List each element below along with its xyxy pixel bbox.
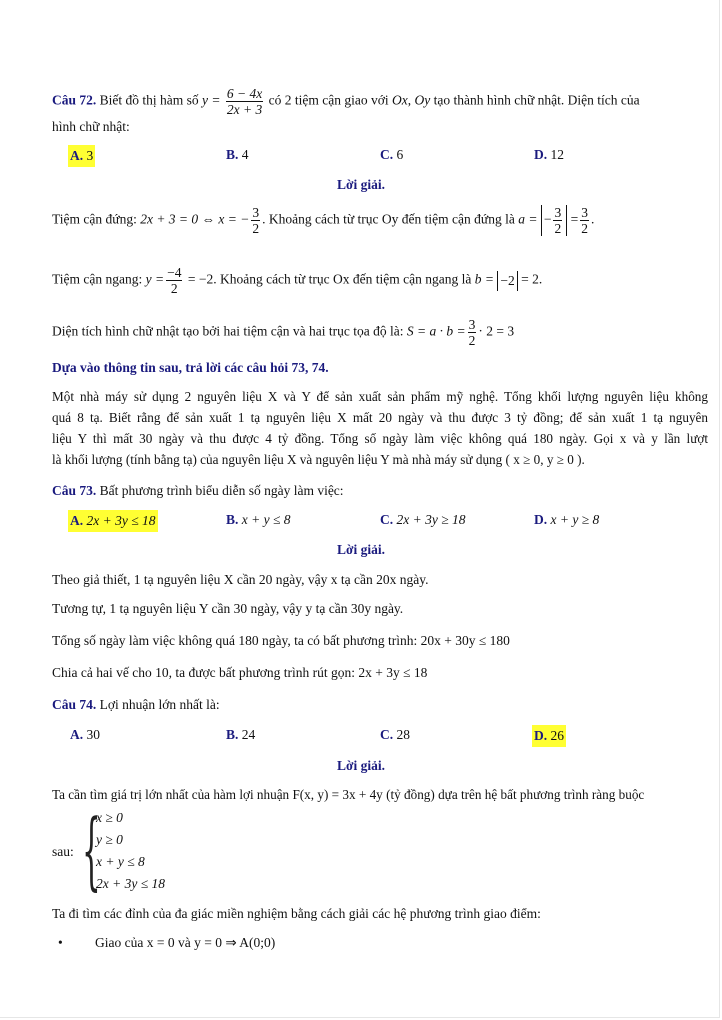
math: · 2 = 3 bbox=[478, 323, 515, 339]
system-row: 2x + 3y ≤ 18 bbox=[96, 876, 166, 891]
solution-line: Tổng số ngày làm việc không quá 180 ngày, ta có bất phương trình: 20x + 30y ≤ 180 bbox=[52, 633, 510, 648]
solution-line: Chia cả hai vế cho 10, ta được bất phương trình rút gọn: 2x + 3y ≤ 18 bbox=[52, 665, 428, 680]
math: b = bbox=[474, 271, 494, 287]
option-text: 24 bbox=[241, 727, 256, 742]
option-letter: B. bbox=[226, 147, 239, 162]
text: . bbox=[590, 211, 595, 227]
solution-line: Theo giả thiết, 1 tạ nguyên liệu X cần 20 ngày, vậy x tạ cần 20x ngày. bbox=[52, 572, 429, 587]
option-letter: A. bbox=[70, 148, 84, 163]
math: Oy bbox=[414, 92, 431, 108]
option-letter: D. bbox=[534, 147, 548, 162]
math: y = bbox=[145, 271, 165, 287]
option-d[interactable] bbox=[534, 145, 564, 165]
numerator: 3 bbox=[468, 317, 476, 332]
solution-line bbox=[52, 205, 708, 236]
info-line: là khối lượng (tính bằng tạ) của nguyên liệu X và nguyên liệu Y mà nhà máy sử dụng ( x ≥ 0, y ≥ 0 ). bbox=[52, 452, 585, 467]
option-text: 12 bbox=[550, 147, 564, 162]
fraction bbox=[468, 317, 477, 348]
option-text: 3 bbox=[86, 148, 94, 163]
page-edge bbox=[719, 0, 720, 1018]
option-letter: A. bbox=[70, 513, 84, 528]
option-letter: D. bbox=[534, 728, 548, 743]
stem-text: Lợi nhuận lớn nhất là: bbox=[99, 697, 220, 712]
system-row: y ≥ 0 bbox=[96, 832, 123, 847]
options-q72 bbox=[70, 145, 690, 165]
numerator: 3 bbox=[252, 205, 260, 220]
denominator: 2 bbox=[554, 221, 562, 236]
denominator: 2x + 3 bbox=[226, 102, 263, 117]
solution-title: Lời giải. bbox=[337, 542, 385, 557]
option-text: 2x + 3y ≤ 18 bbox=[86, 513, 156, 528]
option-letter: A. bbox=[70, 727, 84, 742]
question-label: Câu 74. bbox=[52, 697, 97, 712]
denominator: 2 bbox=[468, 333, 476, 348]
option-a[interactable] bbox=[68, 145, 95, 167]
math: Ox bbox=[391, 92, 408, 108]
stem-text: , bbox=[407, 92, 412, 108]
system-row: x ≥ 0 bbox=[96, 810, 123, 825]
absolute-value: −2 bbox=[497, 271, 517, 291]
option-text: 4 bbox=[241, 147, 249, 162]
stem-text: tạo thành hình chữ nhật. Diện tích của bbox=[433, 92, 640, 108]
question-72-stem bbox=[52, 86, 708, 117]
solution-line bbox=[52, 265, 708, 296]
option-text: 28 bbox=[396, 727, 410, 742]
math: = bbox=[570, 211, 579, 227]
math: y = bbox=[202, 92, 221, 108]
fraction bbox=[226, 86, 263, 117]
option-c[interactable] bbox=[380, 725, 410, 745]
fraction bbox=[553, 205, 562, 236]
denominator: 2 bbox=[581, 221, 588, 236]
bullet-icon: • bbox=[58, 935, 63, 950]
solution-line bbox=[52, 317, 708, 348]
option-letter: B. bbox=[226, 512, 239, 527]
options-q73 bbox=[70, 510, 690, 530]
question-label: Câu 72. bbox=[52, 92, 97, 108]
info-line: Một nhà máy sử dụng 2 nguyên liệu X và Y để sản xuất sản phẩm mỹ nghệ. Tổng khối lượng nguyên liệu không bbox=[52, 389, 708, 404]
system-row: x + y ≤ 8 bbox=[96, 854, 145, 869]
math: 2x + 3 = 0 ⇔ x = − bbox=[140, 211, 250, 227]
option-text: 6 bbox=[396, 147, 404, 162]
info-line: quá 8 tạ. Biết rằng để sản xuất 1 tạ nguyên liệu X mất 20 ngày và thu được 3 tỷ đồng; để sản xuất 1 tạ nguyên bbox=[52, 410, 708, 425]
solution-line: Tương tự, 1 tạ nguyên liệu Y cần 30 ngày, vậy y tạ cần 30y ngày. bbox=[52, 601, 404, 616]
option-text: 2x + 3y ≥ 18 bbox=[396, 512, 466, 527]
question-label: Câu 73. bbox=[52, 483, 97, 498]
option-d[interactable] bbox=[532, 725, 566, 747]
info-line: liệu Y thì mất 30 ngày và thu được 4 tỷ đồng. Tổng số ngày làm việc không quá 180 ngày. Gọi x và y lần lượt bbox=[52, 431, 708, 446]
option-text: x + y ≥ 8 bbox=[550, 512, 600, 527]
option-c[interactable] bbox=[380, 510, 466, 530]
fraction bbox=[580, 205, 589, 236]
text: Diện tích hình chữ nhật tạo bởi hai tiệm cận và hai trục tọa độ là: bbox=[52, 323, 404, 339]
text: = 2. bbox=[521, 271, 543, 287]
page-edge bbox=[0, 1017, 720, 1018]
text: Tiệm cận ngang: bbox=[52, 271, 143, 287]
option-text: x + y ≤ 8 bbox=[241, 512, 291, 527]
solution-title: Lời giải. bbox=[337, 758, 385, 773]
option-d[interactable] bbox=[534, 510, 599, 530]
denominator: 2 bbox=[252, 221, 260, 236]
stem-text: Biết đồ thị hàm số bbox=[99, 92, 199, 108]
question-73-stem bbox=[52, 481, 708, 501]
options-q74 bbox=[70, 725, 690, 745]
option-b[interactable] bbox=[226, 725, 255, 745]
option-letter: B. bbox=[226, 727, 239, 742]
solution-line: Ta đi tìm các đỉnh của đa giác miền nghiệm bằng cách giải các hệ phương trình giao điểm: bbox=[52, 906, 541, 921]
option-letter: C. bbox=[380, 512, 394, 527]
option-a[interactable] bbox=[68, 510, 158, 532]
info-heading: Dựa vào thông tin sau, trả lời các câu hỏi 73, 74. bbox=[52, 360, 329, 375]
text: . Khoảng cách từ trục Oy đến tiệm cận đứng là bbox=[262, 211, 515, 227]
question-74-stem bbox=[52, 695, 708, 715]
absolute-value bbox=[541, 205, 567, 236]
option-letter: C. bbox=[380, 727, 394, 742]
fraction bbox=[251, 205, 260, 236]
text: Tiệm cận đứng: bbox=[52, 211, 137, 227]
option-letter: D. bbox=[534, 512, 548, 527]
option-c[interactable] bbox=[380, 145, 403, 165]
fraction bbox=[166, 265, 182, 296]
numerator: 3 bbox=[581, 205, 588, 220]
option-a[interactable] bbox=[70, 725, 100, 745]
math: S = a · b = bbox=[406, 323, 466, 339]
left-brace-icon: { bbox=[82, 801, 101, 899]
numerator: −4 bbox=[167, 265, 182, 280]
bullet-item: Giao của x = 0 và y = 0 ⇒ A(0;0) bbox=[95, 935, 276, 950]
option-letter: C. bbox=[380, 147, 394, 162]
option-b[interactable] bbox=[226, 510, 291, 530]
math: a = bbox=[518, 211, 538, 227]
option-text: 30 bbox=[86, 727, 100, 742]
math: − bbox=[543, 211, 552, 227]
stem-text: có 2 tiệm cận giao với bbox=[268, 92, 389, 108]
solution-line: Ta cần tìm giá trị lớn nhất của hàm lợi nhuận F(x, y) = 3x + 4y (tỷ đồng) dựa trên hệ bất phương trình ràng buộc bbox=[52, 787, 645, 802]
numerator: 3 bbox=[554, 205, 562, 220]
solution-title: Lời giải. bbox=[337, 177, 385, 192]
option-text: 26 bbox=[550, 728, 564, 743]
denominator: 2 bbox=[170, 281, 178, 296]
text: = −2. Khoảng cách từ trục Ox đến tiệm cận ngang là bbox=[187, 271, 472, 287]
option-b[interactable] bbox=[226, 145, 249, 165]
system-label: sau: bbox=[52, 844, 74, 859]
numerator: 6 − 4x bbox=[226, 86, 263, 101]
stem-text: Bất phương trình biểu diễn số ngày làm việc: bbox=[99, 483, 344, 498]
stem-text: hình chữ nhật: bbox=[52, 119, 130, 134]
